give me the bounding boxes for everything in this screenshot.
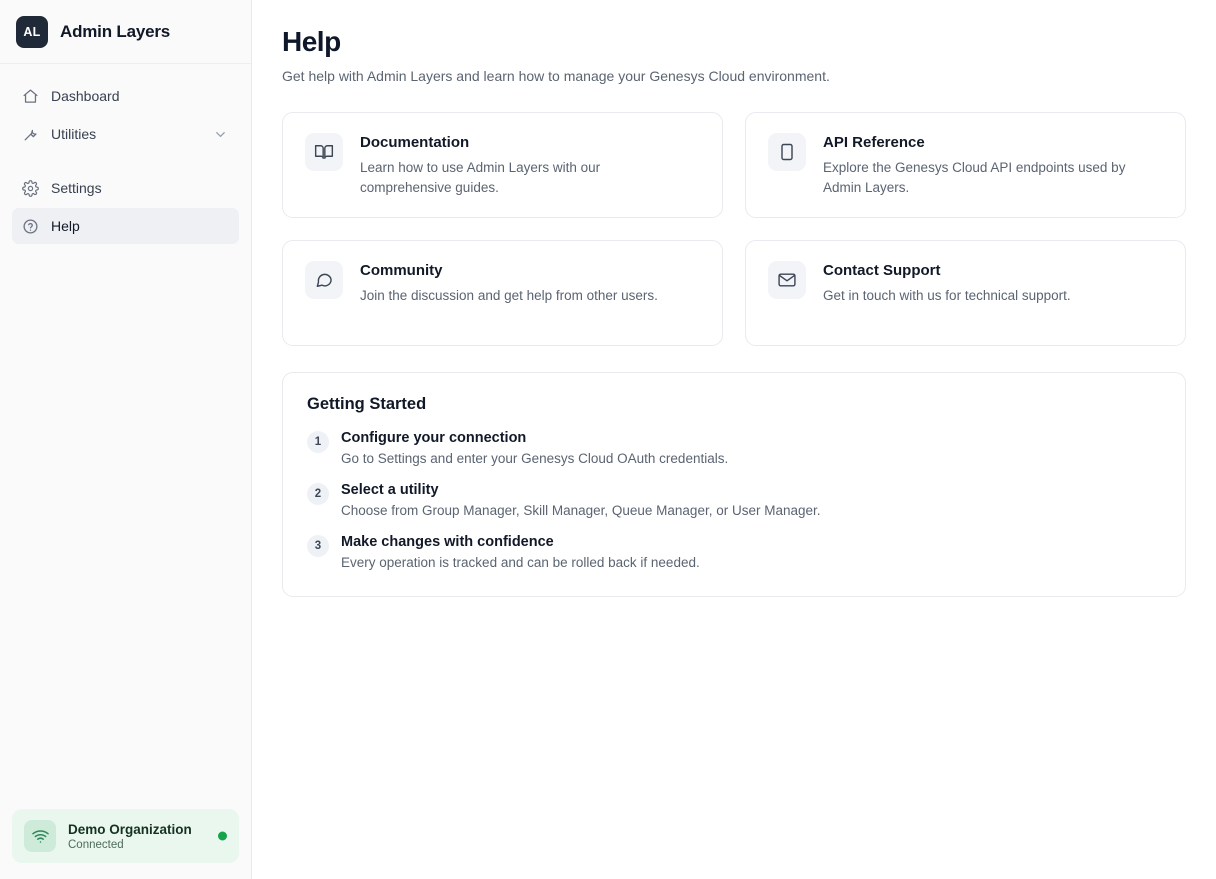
getting-started-panel	[282, 372, 1186, 597]
nav-separator	[12, 154, 239, 168]
brand	[0, 0, 251, 64]
help-card-body	[823, 261, 1071, 306]
step-title: Select a utility	[341, 482, 439, 499]
wrench-icon	[22, 126, 39, 143]
org-name: Demo Organization	[68, 821, 192, 837]
step-body	[341, 430, 728, 466]
step-desc: Choose from Group Manager, Skill Manager, Queue Manager, or User Manager.	[341, 503, 821, 519]
help-card-body	[360, 133, 690, 197]
step-desc: Every operation is tracked and can be rolled back if needed.	[341, 555, 700, 571]
org-text	[68, 822, 192, 851]
sidebar-item-utilities[interactable]	[12, 116, 239, 152]
help-card-desc: Get in touch with us for technical support.	[823, 288, 1071, 304]
help-card-title: Community	[360, 262, 443, 280]
sidebar-item-label: Utilities	[51, 126, 97, 142]
step-title: Make changes with confidence	[341, 534, 554, 551]
org-card-container	[0, 797, 251, 879]
help-card-title: Documentation	[360, 134, 470, 151]
step-number: 3	[307, 535, 329, 557]
org-status: Connected	[68, 838, 124, 851]
step-number: 1	[307, 431, 329, 453]
chat-bubble-icon	[305, 261, 343, 299]
help-card-desc: Learn how to use Admin Layers with our comprehensive guides.	[360, 160, 601, 195]
sidebar-item-help[interactable]	[12, 208, 239, 244]
help-card-documentation[interactable]	[282, 112, 723, 218]
step-desc: Go to Settings and enter your Genesys Cloud OAuth credentials.	[341, 451, 729, 467]
home-icon	[22, 88, 39, 105]
sidebar-nav	[0, 64, 251, 244]
sidebar-item-settings[interactable]	[12, 170, 239, 206]
org-card[interactable]	[12, 809, 239, 863]
list-item	[307, 534, 1161, 570]
book-icon	[305, 133, 343, 171]
help-card-title: API Reference	[823, 134, 925, 151]
chevron-down-icon[interactable]	[212, 126, 229, 143]
sidebar-item-label: Help	[51, 218, 80, 234]
wifi-icon	[24, 820, 56, 852]
step-body	[341, 482, 821, 518]
sidebar	[0, 0, 252, 879]
step-title: Configure your connection	[341, 430, 527, 447]
sidebar-item-label: Dashboard	[51, 88, 120, 104]
list-item	[307, 430, 1161, 466]
help-card-grid	[282, 112, 1186, 346]
help-card-desc: Join the discussion and get help from other users.	[360, 288, 658, 304]
help-card-desc: Explore the Genesys Cloud API endpoints used by Admin Layers.	[823, 160, 1126, 195]
list-item	[307, 482, 1161, 518]
gear-icon	[22, 180, 39, 197]
help-card-body	[360, 261, 658, 306]
sidebar-item-dashboard[interactable]	[12, 78, 239, 114]
getting-started-title: Getting Started	[307, 395, 427, 414]
step-body	[341, 534, 700, 570]
document-icon	[768, 133, 806, 171]
page-title: Help	[282, 26, 341, 57]
help-card-community[interactable]	[282, 240, 723, 346]
help-card-api-reference[interactable]	[745, 112, 1186, 218]
help-card-contact-support[interactable]	[745, 240, 1186, 346]
help-card-body	[823, 133, 1153, 197]
help-circle-icon	[22, 218, 39, 235]
sidebar-item-label: Settings	[51, 180, 102, 196]
main-content	[252, 0, 1216, 879]
status-badge	[218, 832, 227, 841]
getting-started-steps	[307, 430, 1161, 570]
step-number: 2	[307, 483, 329, 505]
brand-logo: AL	[16, 16, 48, 48]
help-card-title: Contact Support	[823, 262, 941, 280]
page-subtitle: Get help with Admin Layers and learn how to manage your Genesys Cloud environment.	[282, 68, 830, 84]
brand-name: Admin Layers	[60, 21, 171, 41]
envelope-icon	[768, 261, 806, 299]
